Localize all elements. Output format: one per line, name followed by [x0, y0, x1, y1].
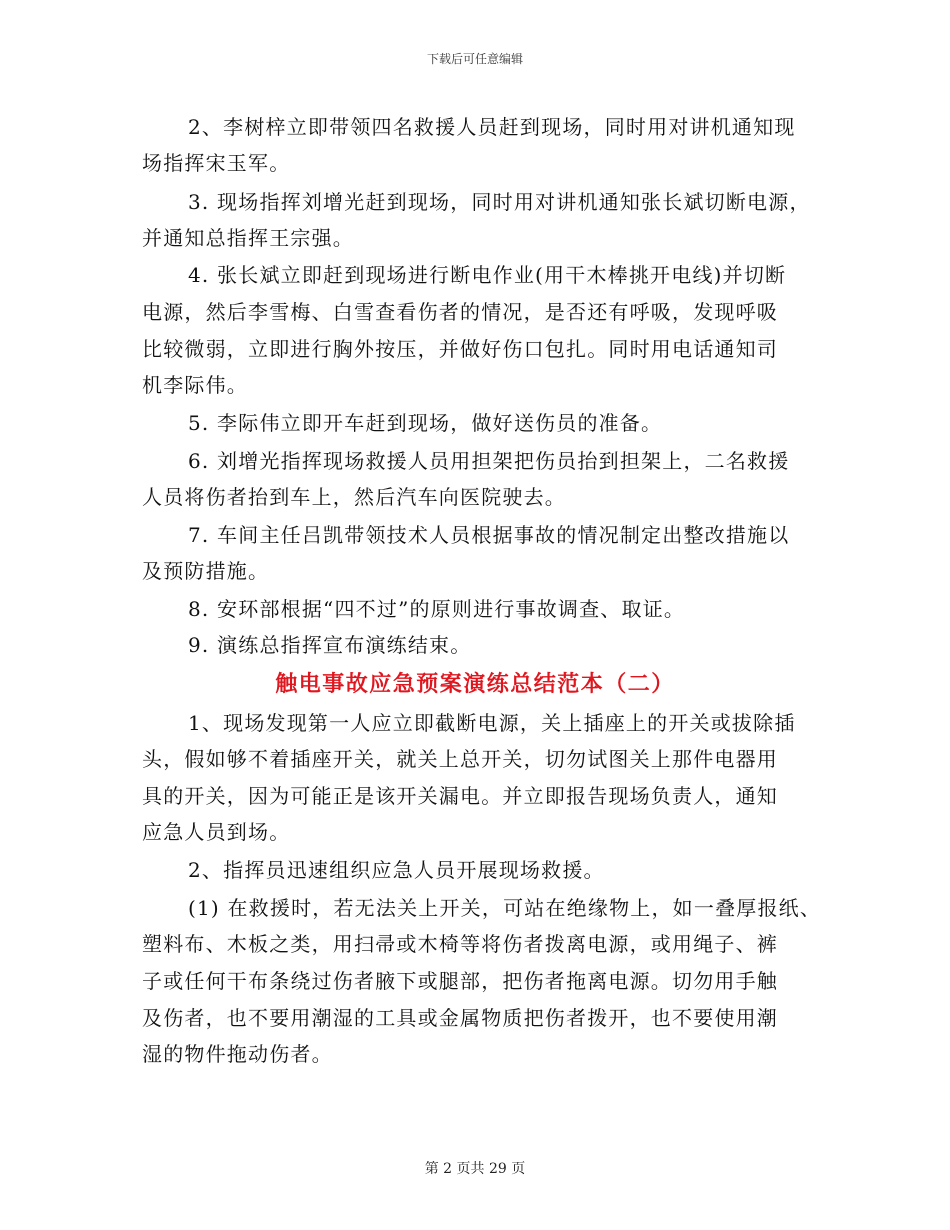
text-line: (1) 在救援时，若无法关上开关，可站在绝缘物上，如一叠厚报纸、: [188, 896, 822, 920]
text-line: 2、李树梓立即带领四名救援人员赶到现场，同时用对讲机通知现: [188, 115, 796, 139]
text-line: 场指挥宋玉军。: [142, 151, 291, 175]
text-line: 电源，然后李雪梅、白雪查看伤者的情况，是否还有呼吸，发现呼吸: [142, 300, 778, 324]
text-line: 8. 安环部根据“四不过”的原则进行事故调查、取证。: [188, 597, 686, 621]
text-line: 机李际伟。: [142, 373, 248, 397]
text-line: 湿的物件拖动伤者。: [142, 1042, 333, 1066]
text-line: 1、现场发现第一人应立即截断电源，关上插座上的开关或拔除插: [188, 711, 796, 735]
text-line: 头，假如够不着插座开关，就关上总开关，切勿试图关上那件电器用: [142, 747, 778, 771]
text-line: 人员将伤者抬到车上，然后汽车向医院驶去。: [142, 485, 566, 509]
text-line: 塑料布、木板之类，用扫帚或木椅等将伤者拨离电源，或用绳子、裤: [142, 932, 778, 956]
text-line: 7. 车间主任吕凯带领技术人员根据事故的情况制定出整改措施以: [188, 523, 790, 547]
section-title: 触电事故应急预案演练总结范本（二）: [275, 671, 675, 697]
text-line: 子或任何干布条绕过伤者腋下或腿部，把伤者拖离电源。切勿用手触: [142, 969, 778, 993]
text-line: 及伤者，也不要用潮湿的工具或金属物质把伤者拨开，也不要使用潮: [142, 1006, 778, 1030]
text-line: 及预防措施。: [142, 559, 270, 583]
text-line: 9. 演练总指挥宣布演练结束。: [188, 633, 472, 657]
text-line: 6. 刘增光指挥现场救援人员用担架把伤员抬到担架上，二名救援: [188, 449, 790, 473]
text-line: 具的开关，因为可能正是该开关漏电。并立即报告现场负责人，通知: [142, 784, 778, 808]
page-footer: 第 2 页共 29 页: [424, 1161, 526, 1177]
text-line: 应急人员到场。: [142, 820, 291, 844]
text-line: 并通知总指挥王宗强。: [142, 226, 354, 250]
text-line: 3. 现场指挥刘增光赶到现场，同时用对讲机通知张长斌切断电源，: [188, 190, 811, 214]
text-line: 比较微弱，立即进行胸外按压，并做好伤口包扎。同时用电话通知司: [142, 337, 778, 361]
text-line: 2、指挥员迅速组织应急人员开展现场救援。: [188, 858, 605, 882]
text-line: 5. 李际伟立即开车赶到现场，做好送伤员的准备。: [188, 411, 663, 435]
text-line: 4. 张长斌立即赶到现场进行断电作业(用干木棒挑开电线)并切断: [188, 263, 787, 287]
page-header: 下载后可任意编辑: [426, 52, 523, 66]
